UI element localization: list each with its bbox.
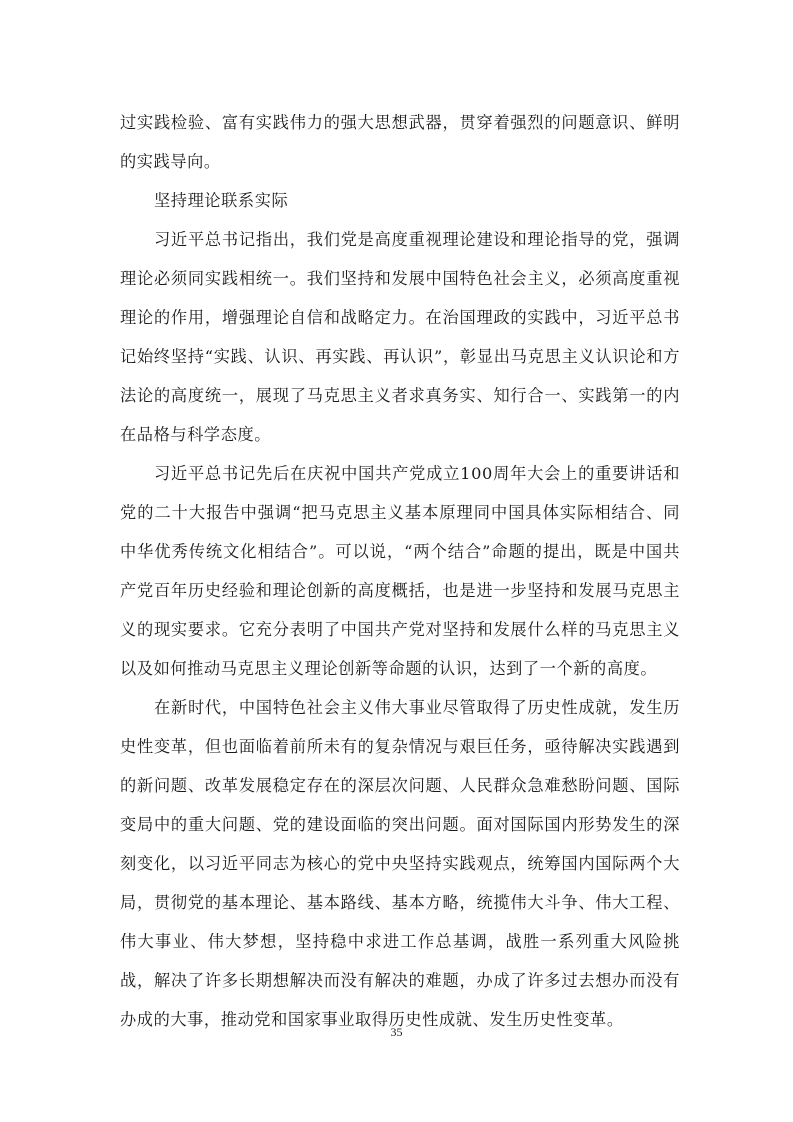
paragraph: 在新时代，中国特色社会主义伟大事业尽管取得了历史性成就，发生历史性变革，但也面临着前所未有的复杂情况与艰巨任务，亟待解决实践遇到的新问题、改革发展稳定存在的深层次问题、人民群众急难愁盼问题、国际变局中的重大问题、党的建设面临的突出问题。面对国际国内形势发生的深刻变化，以习近平同志为核心的党中央坚持实践观点，统筹国内国际两个大局，贯彻党的基本理论、基本路线、基本方略，统揽伟大斗争、伟大工程、伟大事业、伟大梦想，坚持稳中求进工作总基调，战胜一系列重大风险挑战，解决了许多长期想解决而没有解决的难题，办成了许多过去想办而没有办成的大事，推动党和国家事业取得历史性成就、发生历史性变革。 (120, 698, 680, 1029)
body-text (120, 103, 680, 1039)
page-number: 35 (390, 1025, 403, 1039)
paragraph: 习近平总书记先后在庆祝中国共产党成立100周年大会上的重要讲话和党的二十大报告中强调“把马克思主义基本原理同中国具体实际相结合、同中华优秀传统文化相结合”。可以说，“两个结合”命题的提出，既是中国共产党百年历史经验和理论创新的高度概括，也是进一步坚持和发展马克思主义的现实要求。它充分表明了中国共产党对坚持和发展什么样的马克思主义以及如何推动马克思主义理论创新等命题的认识，达到了一个新的高度。 (120, 464, 680, 678)
paragraph-continuation: 过实践检验、富有实践伟力的强大思想武器，贯穿着强烈的问题意识、鲜明的实践导向。 (120, 113, 680, 171)
section-heading: 坚持理论联系实际 (154, 191, 289, 210)
paragraph: 习近平总书记指出，我们党是高度重视理论建设和理论指导的党，强调理论必须同实践相统一。我们坚持和发展中国特色社会主义，必须高度重视理论的作用，增强理论自信和战略定力。在治国理政的实践中，习近平总书记始终坚持“实践、认识、再实践、再认识”，彰显出马克思主义认识论和方法论的高度统一，展现了马克思主义者求真务实、知行合一、实践第一的内在品格与科学态度。 (120, 230, 680, 444)
